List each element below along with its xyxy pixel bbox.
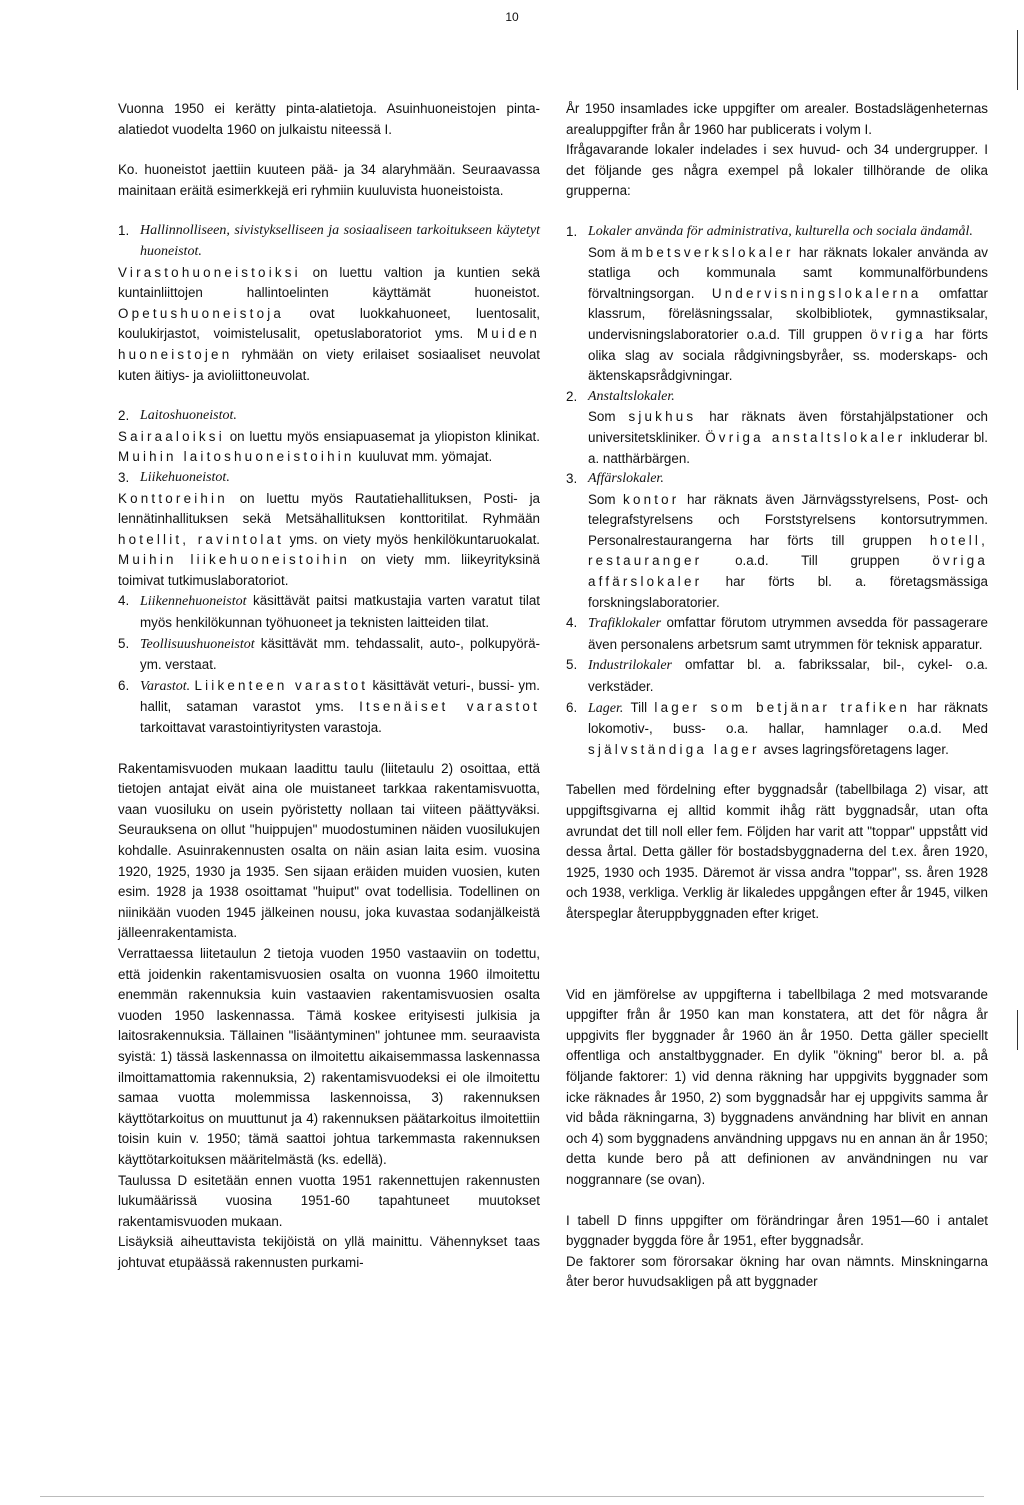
fi-item-5: 5. Teollisuushuoneistot käsittävät mm. tehdassalit, auto-, polkupyörä- ym. verstaat. — [118, 635, 540, 673]
sv-item-2-text: Som sjukhus har räknats även förstahjälpstationer och universitetskliniker. Övriga anstaltslokaler inkluderar bl. a. natthärbärgen. — [588, 409, 988, 466]
fi-paragraph-construction-year: Rakentamisvuoden mukaan laadittu taulu (liitetaulu 2) osoittaa, että tietojen antajat eivät aina ole muistaneet tarkkaa rakentamisvuotta, vaan vuosiluku on usein pyöristetty nollaan tai viiteen päättyväksi. Seurauksena on ollut "huippujen" muodostuminen näiden vuosilukujen kohdalle. Asuinrakennusten osalta on näin asian laita esim. vuosina 1920, 1925, 1930 ja 1935. Sen sijaan eräiden muiden vuosien, kuten esim. 1928 ja 1938 osoittamat "huiput" ovat todellisia. Todellinen on niinikään vuoden 1945 jälkeinen nousu, joka kuvastaa sodanjälkeistä jälleenrakentamista. — [118, 760, 540, 941]
sv-item-2: 2. Anstaltslokaler. Som sjukhus har räknats även förstahjälpstationer och universitetskliniker. Övriga anstaltslokaler inkluderar bl. a. natthärbärgen. — [566, 387, 988, 469]
finnish-column — [118, 99, 540, 1273]
fi-paragraph-comparison: Verrattaessa liitetaulun 2 tietoja vuoden 1950 vastaaviin on todettu, että joidenkin rakentamisvuosien osalta on vuonna 1960 ilmoitettu enemmän rakennuksia kuin vastaavien rakentamisvuosien osalta vuoden 1950 laskennassa. Tämä koskee erityisesti julkisia ja laitosrakennuksia. Tällainen "lisääntyminen" johtunee mm. seuraavista syistä: 1) tässä laskennassa on ilmoitettu aikaisemmassa laskennassa ilmoittamattomia rakennuksia, 2) rakentamisvuodeksi ei ole ilmoitettu samaa vuotta molemmissa laskennoissa, 3) rakennuksen käyttötarkoitus on muuttunut ja 4) rakennuksen päätarkoitus ilmoitettiin toisin kuin v. 1950; tämä saattoi johtua tarkemmasta rakennuksen käyttötarkoituksen määritelmästä (ks. edellä). — [118, 945, 540, 1167]
sv-item-3-title: Affärslokaler. — [588, 471, 664, 487]
fi-item-1-text: Virastohuoneistoiksi on luettu valtion ja kuntien sekä kuntainliittojen hallintoelinten käyttämät huoneistot. Opetushuoneistoja ovat luokkahuoneet, luentosalit, koulukirjastot, voimistelusalit, opetuslaboratoriot yms. Muiden huoneistojen ryhmään on viety erilaiset sosiaaliset neuvolat kuten äitiys- ja avioliittoneuvolat. — [118, 264, 540, 383]
fi-item-1 — [118, 221, 540, 386]
fi-item-2-text: Sairaaloiksi on luettu myös ensiapuasemat ja yliopiston klinikat. Muihin laitoshuoneistoihin kuuluvat mm. yömajat. — [118, 428, 540, 465]
fi-paragraph-groups: Ko. huoneistot jaettiin kuuteen pää- ja 34 alaryhmään. Seuraavassa mainitaan eräitä esimerkkejä eri ryhmiin kuuluvista huoneistoista. — [118, 162, 540, 198]
page-number: 10 — [505, 10, 519, 24]
sv-paragraph-factors: De faktorer som förorsakar ökning har ovan nämnts. Minskningarna åter beror huvudsakligen på att byggnader — [566, 1253, 988, 1290]
sv-paragraph-groups: Ifrågavarande lokaler indelades i sex huvud- och 34 undergrupper. I det följande ges några exempel på lokaler tillhörande de olika grupperna: — [566, 142, 988, 199]
sv-item-1-title: Lokaler använda för administrativa, kulturella och sociala ändamål. — [588, 223, 973, 239]
fi-item-3: 3. Liikehuoneistot. Konttoreihin on luettu myös Rautatiehallituksen, Posti- ja lennätinhallituksen sekä Metsähallituksen konttoritilat. Ryhmään hotellit, ravintolat yms. on viety myös henkilökuntaruokalat. Muihin liikehuoneistoihin on viety mm. liikeyrityksinä toimivat tutkimuslaboratoriot. — [118, 468, 540, 592]
fi-item-2-title: Laitoshuoneistot. — [140, 408, 237, 424]
fi-item-3-text: Konttoreihin on luettu myös Rautatiehallituksen, Posti- ja lennätinhallituksen sekä Metsähallituksen konttoritilat. Ryhmään hotellit, ravintolat yms. on viety myös henkilökuntaruokalat. Muihin liikehuoneistoihin on viety mm. liikeyrityksinä toimivat tutkimuslaboratoriot. — [118, 490, 541, 588]
sv-item-2-title: Anstaltslokaler. — [588, 388, 675, 404]
sv-item-3: 3. Affärslokaler. Som kontor har räknats även Järnvägsstyrelsens, Post- och telegrafstyrelsens och Forststyrelsens kontorsutrymmen. Personalrestaurangerna har förts till gruppen hotell, restauranger o.a.d. Till gruppen övriga affärslokaler har förts bl. a. företagsmässiga forskningslaboratorier. — [566, 469, 988, 613]
sv-item-1: 1. Lokaler använda för administrativa, kulturella och sociala ändamål. Som ämbetsverkslokaler har räknats lokaler använda av statliga och kommunala samt kommunalförbundens förvaltningsorgan. Undervisningslokalerna omfattar klassrum, föreläsningssalar, skolbibliotek, gymnastiksalar, undervisningslaboratorier o.a.d. Till gruppen övriga har förts olika slag av sociala rådgivningsbyråer, ss. moderskaps- och äktenskapsrådgivningar. — [566, 222, 988, 387]
sv-item-6: 6. Lager. Till lager som betjänar trafiken har räknats lokomotiv-, buss- o.a. hallar, hamnlager o.a.d. Med självständiga lager avses lagringsföretagens lager. — [566, 699, 988, 757]
page-edge-mark-lower — [1017, 1010, 1018, 1050]
fi-item-4: 4. Liikennehuoneistot käsittävät paitsi matkustajia varten varatut tilat myös henkilökunnan työhuoneet ja teknisten laitteiden tilat. — [118, 593, 540, 631]
sv-item-4: 4. Trafiklokaler omfattar förutom utrymmen avsedda för passagerare även personalens arbetsrum samt utrymmen för teknisk apparatur. — [566, 615, 988, 652]
swedish-column — [566, 99, 988, 1293]
fi-item-3-title: Liikehuoneistot. — [140, 469, 230, 485]
sv-item-5: 5. Industrilokaler omfattar bl. a. fabrikssalar, bil-, cykel- o.a. verkstäder. — [566, 657, 988, 695]
page-edge-mark — [1017, 30, 1018, 90]
sv-paragraph-area-info: År 1950 insamlades icke uppgifter om arealer. Bostadslägenheternas arealuppgifter från år 1960 har publicerats i volym I. — [566, 101, 988, 137]
fi-item-2: 2. Laitoshuoneistot. Sairaaloiksi on luettu myös ensiapuasemat ja yliopiston klinikat. Muihin laitoshuoneistoihin kuuluvat mm. yömajat. — [118, 406, 540, 468]
fi-paragraph-table-d: Taulussa D esitetään ennen vuotta 1951 rakennettujen rakennusten lukumäärissä vuosina 1951-60 tapahtuneet muutokset rakentamisvuoden mukaan. — [118, 1172, 540, 1229]
fi-item-1-number: 1. — [118, 223, 130, 239]
fi-item-1-title: Hallinnolliseen, sivistykselliseen ja sosiaaliseen tarkoitukseen käytetyt huoneistot. — [140, 223, 540, 259]
page-bottom-edge — [40, 1496, 984, 1497]
sv-paragraph-comparison: Vid en jämförelse av uppgifterna i tabellbilaga 2 med motsvarande uppgifter från år 1950 kan man konstatera, att det för några år uppgivits fler byggnader år 1960 än år 1950. Detta gäller speciellt offentliga och anstaltbyggnader. En dylik "ökning" beror bl. a. på följande faktorer: 1) vid denna räkning har uppgivits byggnader som icke räknades år 1950, 2) som byggnadsår har ej uppgivits samma år vid båda räkningarna, 3) byggnadens användning har blivit en annan och 4) som byggnadens användning uppgavs nu en annan än år 1950; detta kunde bero på att definionen av användningen nu var noggrannare (se ovan). — [566, 986, 988, 1187]
fi-item-6: 6. Varastot. Liikenteen varastot käsittävät veturi-, bussi- ym. hallit, sataman varastot yms. Itsenäiset varastot tarkoittavat varastointiyritysten varastoja. — [118, 677, 541, 736]
sv-item-1-text: Som ämbetsverkslokaler har räknats lokaler använda av statliga och kommunala samt kommunalförbundens förvaltningsorgan. Undervisningslokalerna omfattar klassrum, föreläsningssalar, skolbibliotek, gymnastiksalar, undervisningslaboratorier o.a.d. Till gruppen övriga har förts olika slag av sociala rådgivningsbyråer, ss. moderskaps- och äktenskapsrådgivningar. — [588, 244, 989, 384]
fi-paragraph-additions: Lisäyksiä aiheuttavista tekijöistä on yllä mainittu. Vähennykset taas johtuvat etupäässä rakennusten purkami- — [118, 1234, 540, 1270]
fi-paragraph-area-info: Vuonna 1950 ei kerätty pinta-alatietoja. Asuinhuoneistojen pinta-alatiedot vuodelta 1960 on julkaistu niteessä I. — [118, 101, 540, 137]
sv-paragraph-construction-year: Tabellen med fördelning efter byggnadsår (tabellbilaga 2) visar, att uppgiftsgivarna ej alltid kommit ihåg rätt byggnadsår, utan ofta avrundat det till noll eller fem. Följden har varit att "toppar" uppstått vid dessa årtal. Detta gäller för bostadsbyggnaderna del t.ex. åren 1920, 1925, 1930 och 1935. Däremot är vissa andra "toppar", ss. åren 1928 och 1938, verkliga. Verklig är likaledes uppgången efter år 1945, vilken återspeglar återuppbyggnaden efter kriget. — [566, 782, 988, 921]
sv-item-3-text: Som kontor har räknats även Järnvägsstyrelsens, Post- och telegrafstyrelsens och Forststyrelsens kontorsutrymmen. Personalrestaurangerna har förts till gruppen hotell, restauranger o.a.d. Till gruppen övriga affärslokaler har förts bl. a. företagsmässiga forskningslaboratorier. — [588, 491, 988, 610]
sv-paragraph-table-d: I tabell D finns uppgifter om förändringar åren 1951—60 i antalet byggnader byggda före år 1951, efter byggnadsår. — [566, 1212, 988, 1249]
